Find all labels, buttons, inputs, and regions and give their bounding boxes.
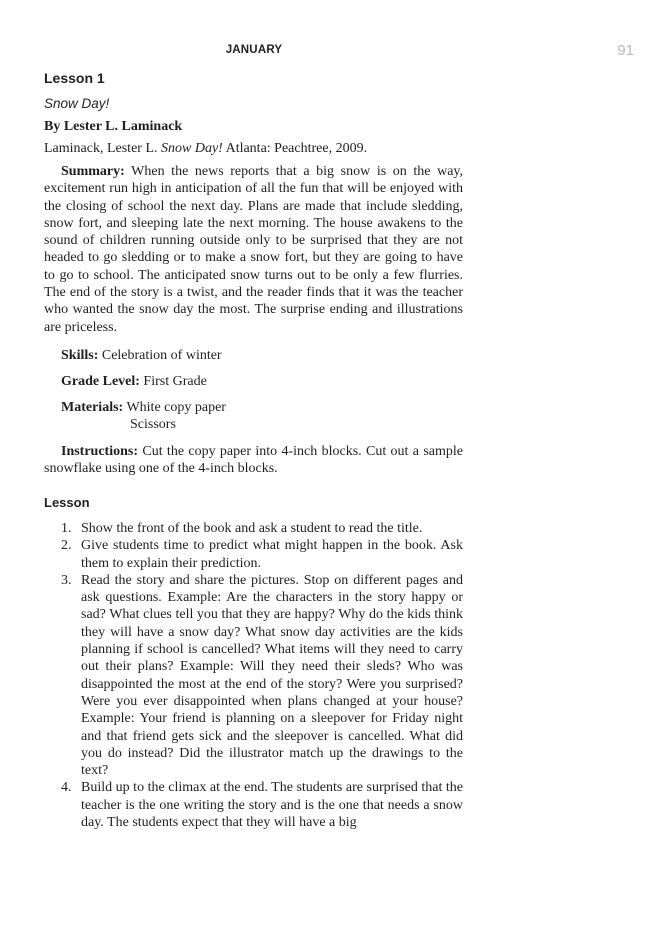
list-item [44, 572, 463, 780]
materials-field [61, 400, 226, 416]
grade-level-field [61, 374, 207, 390]
step-number: 4. [61, 780, 72, 796]
step-number: 3. [61, 572, 72, 588]
citation [44, 141, 367, 157]
instructions-label: Instructions: [61, 444, 139, 459]
step-text: Show the front of the book and ask a student to read the title. [81, 521, 423, 536]
book-title: Snow Day! [44, 96, 110, 111]
materials-item: Scissors [130, 417, 176, 432]
instructions-paragraph [44, 443, 463, 478]
citation-author: Laminack, Lester L. [44, 141, 158, 156]
lesson-number-heading: Lesson 1 [44, 70, 105, 86]
instructions-text: Cut the copy paper into 4-inch blocks. Cut out a sample snowflake using one of the 4-inch blocks. [44, 444, 464, 477]
skills-label: Skills: [61, 348, 99, 363]
lesson-steps-list [44, 520, 463, 831]
list-item [44, 520, 463, 537]
lesson-section-heading: Lesson [44, 495, 90, 510]
citation-title: Snow Day! [161, 141, 223, 156]
step-text: Read the story and share the pictures. Stop on different pages and ask questions. Example: Are the characters in the story happy or sad? What clues tell you that they are happy? Why do the kids think they will have a snow day? What snow day activities are the kids planning if school is cancelled? What items will they need to carry out their plans? Example: Will they need their sleds? Who was disappointed the most at the end of the story? Were you surprised? Were you ever disappointed when plans changed at your house? Example: Your friend is planning on a sleepover for Friday night and that friend gets sick and the sleepover is cancelled. What did you do instead? Did the illustrator match up the drawings to the text? [81, 572, 463, 779]
step-text: Build up to the climax at the end. The students are surprised that the teacher is the one writing the story and is the one that needs a snow day. The students expect that they will have a big [81, 780, 463, 831]
citation-publisher: Atlanta: Peachtree, 2009. [225, 141, 368, 156]
author-line: By Lester L. Laminack [44, 119, 183, 134]
step-number: 2. [61, 538, 72, 554]
skills-value: Celebration of winter [101, 348, 222, 363]
summary-label: Summary: [61, 164, 125, 179]
step-text: Give students time to predict what might happen in the book. Ask them to explain their prediction. [81, 538, 463, 571]
skills-field [61, 348, 222, 364]
step-number: 1. [61, 521, 72, 536]
grade-level-value: First Grade [143, 374, 207, 389]
list-item [44, 779, 463, 831]
materials-item: White copy paper [126, 400, 226, 415]
summary-paragraph [44, 163, 463, 336]
summary-text: When the news reports that a big snow is on the way, excitement run high in anticipation of all the fun that will be enjoyed with the closing of school the next day. Plans are made that include sledding, snow fort, and sleeping late the next morning. The house awakens to the sound of children running outside only to be surprised that they are not headed to go sledding or to make a snow fort, but they are going to have to go to school. The anticipated snow turns out to be only a few flurries. The end of the story is a twist, and the reader finds that it was the teacher who wanted the snow day the most. The surprise ending and illustrations are priceless. [44, 164, 463, 335]
page-number: 91 [617, 42, 634, 59]
list-item [44, 537, 463, 572]
materials-label: Materials: [61, 400, 124, 415]
grade-level-label: Grade Level: [61, 374, 140, 389]
running-header: JANUARY [225, 44, 283, 56]
